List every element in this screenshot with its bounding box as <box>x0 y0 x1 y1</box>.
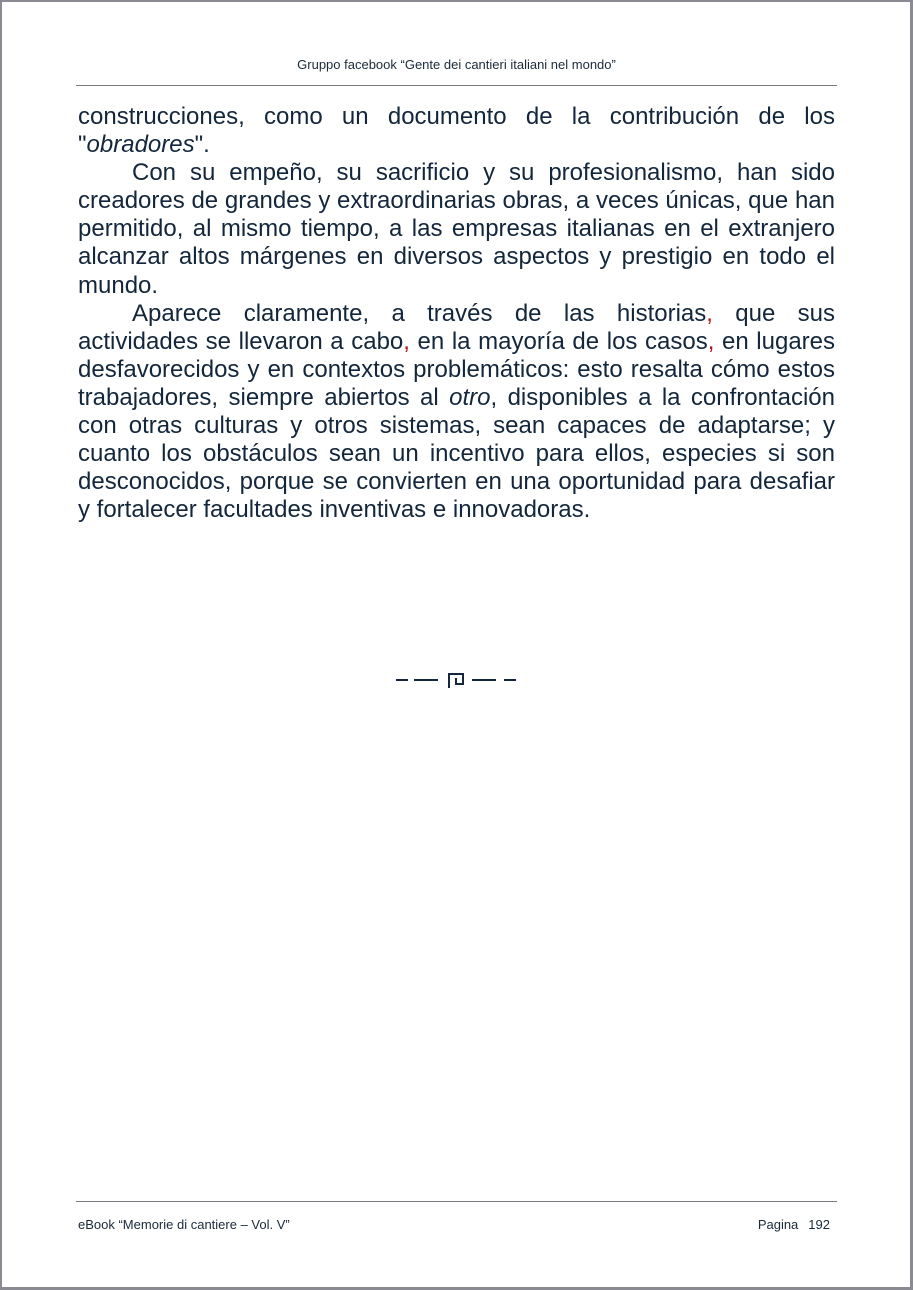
greek-key-ornament-icon <box>395 670 519 690</box>
paragraph-1 <box>78 103 835 159</box>
highlighted-comma: , <box>403 327 410 355</box>
paragraph-3-part-2: que sus actividades se llevaron a cabo <box>78 299 836 355</box>
highlighted-comma: , <box>707 327 715 355</box>
paragraph-3-part-4: en lugares desfavorecidos y en contextos problemáticos: esto resalta cómo estos trabajadores, siempre abiertos al <box>78 327 836 411</box>
italic-word-otro: otro <box>449 383 491 411</box>
page-label: Pagina <box>757 1217 799 1232</box>
paragraph-3-part-3: en la mayoría de los casos <box>409 327 708 355</box>
footer-title: eBook “Memorie di cantiere – Vol. V” <box>78 1217 290 1232</box>
page-number-block <box>758 1217 830 1232</box>
header-divider <box>76 85 837 86</box>
body-text <box>78 103 835 524</box>
highlighted-comma: , <box>706 299 713 327</box>
paragraph-2: Con su empeño, su sacrificio y su profesionalismo, han sido creadores de grandes y extraordinarias obras, a veces únicas, que han permitido, al mismo tiempo, a las empresas italianas en el extranjero alcanzar altos márgenes en diversos aspectos y prestigio en todo el mundo. <box>78 159 835 299</box>
paragraph-3-part-5: , disponibles a la confrontación con otras culturas y otros sistemas, sean capaces de adaptarse; y cuanto los obstáculos sean un incentivo para ellos, especies si son desconocidos, porque se convierten en una oportunidad para desafiar y fortalecer facultades inventivas e innovadoras. <box>78 383 835 524</box>
paragraph-1-end: ". <box>194 131 210 159</box>
page-header: Gruppo facebook “Gente dei cantieri italiani nel mondo” <box>297 57 616 72</box>
italic-word-obradores: obradores <box>86 131 195 159</box>
paragraph-3 <box>78 300 835 525</box>
page-number: 192 <box>808 1217 830 1232</box>
section-ornament <box>0 670 913 690</box>
footer-divider <box>76 1201 837 1202</box>
paragraph-1-text: construcciones, como un documento de la contribución de los " <box>78 103 835 159</box>
paragraph-3-part-1: Aparece claramente, a través de las historias <box>132 299 707 327</box>
